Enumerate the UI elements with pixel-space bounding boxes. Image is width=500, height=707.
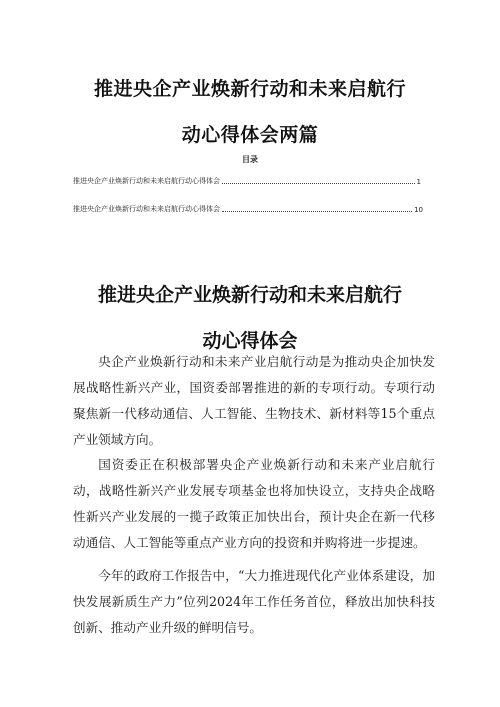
cover-title-line-1: 推进央企产业焕新行动和未来启航行 xyxy=(93,78,406,100)
body-paragraph: 央企产业焕新行动和未来产业启航行动是为推动央企加快发展战略性新兴产业，国资委部署推进的新的专项行动。专项行动聚焦新一代移动通信、人工智能、生物技术、新材料等15个重点产业领域方向。 xyxy=(73,354,435,447)
toc-leader-dots xyxy=(222,182,415,184)
body-paragraph: 今年的政府工作报告中，“大力推进现代化产业体系建设，加快发展新质生产力”位列2024年工作任务首位，释放出加快科技创新、推动产业升级的鲜明信号。 xyxy=(73,568,435,635)
cover-title-line-2: 动心得体会两篇 xyxy=(181,124,319,146)
toc-entry-text: 推进央企产业焕新行动和未来启航行动心得体会 xyxy=(73,205,220,213)
body-paragraph: 国资委正在积极部署央企产业焕新行动和未来产业启航行动，战略性新兴产业发展专项基金也将加快设立，支持央企战略性新兴产业发展的一揽子政策正加快出台，预计央企在新一代移动通信、人工智能等重点产业方向的投资和并购将进一步提速。 xyxy=(73,457,435,550)
toc-leader-dots xyxy=(222,210,412,212)
toc-entry-page: 1 xyxy=(416,178,421,186)
toc-heading: 目录 xyxy=(242,155,258,164)
toc-entry-text: 推进央企产业焕新行动和未来启航行动心得体会 xyxy=(73,177,220,185)
section-title-line-2: 动心得体会 xyxy=(202,330,298,352)
section-title-line-1: 推进央企产业焕新行动和未来启航行 xyxy=(97,284,402,306)
toc-entry[interactable] xyxy=(73,174,421,186)
toc-entry-page: 10 xyxy=(414,206,423,214)
toc-entry[interactable] xyxy=(73,202,423,214)
